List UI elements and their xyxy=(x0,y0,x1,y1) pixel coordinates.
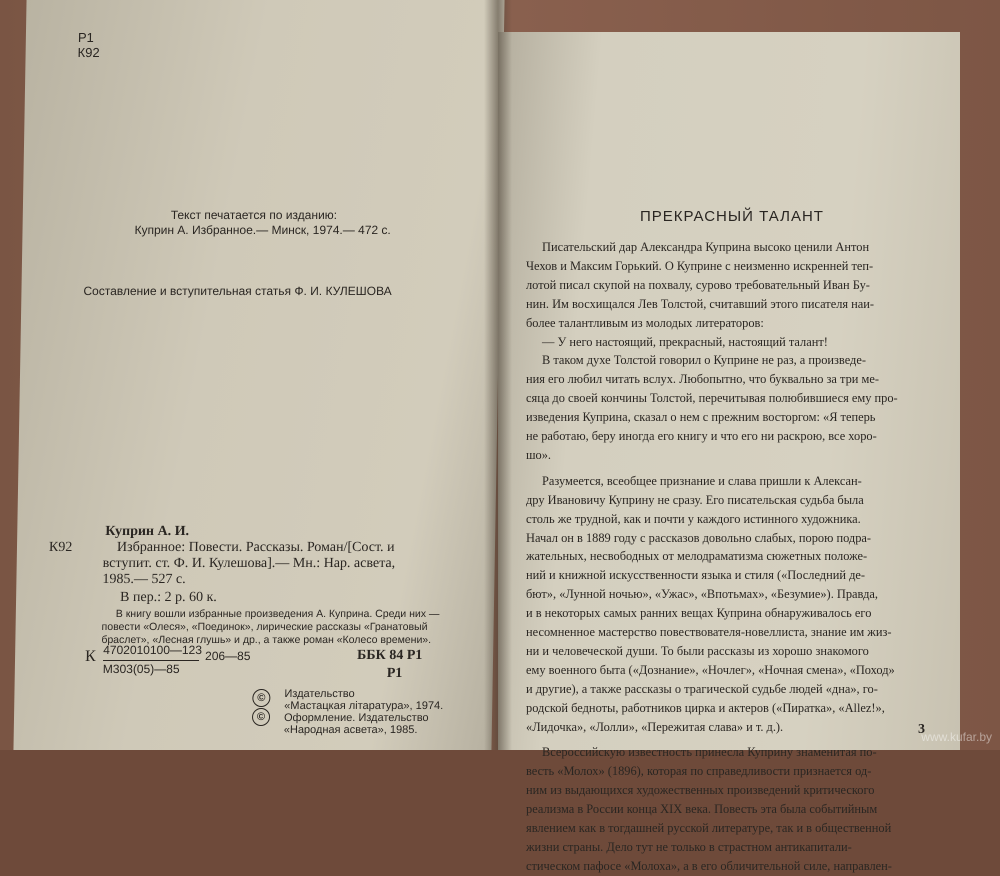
text-line: ним из выдающихся художественных произведений критического xyxy=(526,783,875,798)
text-line: дру Ивановичу Куприну не сразу. Его писательская судьба была xyxy=(526,492,864,507)
text-line: Разумеется, всеобщее признание и слава пришли к Алексан- xyxy=(542,473,862,488)
bbk-code-2: Р1 xyxy=(386,666,403,681)
author-sign: К92 xyxy=(77,45,100,60)
watermark: www.kufar.by xyxy=(921,730,992,744)
text-line: реализма в России конца XIX века. Повесть эта была событийным xyxy=(526,802,878,817)
text-line: ни и человеческой души. То были рассказы из хорошо знакомого xyxy=(526,643,869,658)
catalog-code: К92 xyxy=(48,540,73,555)
text-line: стическом пафосе «Молоха», а в его обличительной силе, направлен- xyxy=(526,858,892,873)
catalog-line-3: 1985.— 527 с. xyxy=(102,572,186,587)
text-line: Всероссийскую известность принесла Куприну знаменитая по- xyxy=(542,745,877,760)
text-line: «Лидочка», «Лолли», «Пережитая слава» и т. д.). xyxy=(526,719,784,734)
index-numerator: 4702010100—123 xyxy=(103,643,203,657)
text-line: шо». xyxy=(526,447,552,462)
contents-line-2: повести «Олеся», «Поединок», лирические рассказы «Гранатовый xyxy=(101,621,428,633)
catalog-author: Куприн А. И. xyxy=(105,524,190,539)
catalog-price: В пер.: 2 р. 60 к. xyxy=(119,590,217,605)
contents-line-3: браслет», «Лесная глушь» и др., а также роман «Колесо времени». xyxy=(101,634,432,646)
left-page xyxy=(13,0,504,750)
text-line: Начал он в 1889 году с рассказов довольно слабых, порою подра- xyxy=(526,530,872,545)
text-line: изведения Куприна, сказал о нем с прежним восторгом: «Я теперь xyxy=(526,410,876,425)
text-line: и в некоторых самых ранних вещах Куприна обнаруживалось его xyxy=(526,606,872,621)
text-line: ния его любил читать вслух. Любопытно, что буквально за три ме- xyxy=(526,372,879,387)
text-line: — У него настоящий, прекрасный, настоящий талант! xyxy=(542,334,828,349)
text-line: не работаю, беру иногда его книгу и что его ни раскрою, все хоро- xyxy=(526,429,877,443)
copyright-icon: © xyxy=(252,708,270,726)
text-line: сяца до своей кончины Толстой, перечитывая полюбившиеся ему про- xyxy=(526,391,898,406)
fraction-line xyxy=(103,660,199,661)
text-line: столь же трудной, как и почти у каждого истинного художника. xyxy=(526,511,861,526)
copyright-1-line-2: «Мастацкая лiтаратура», 1974. xyxy=(284,700,444,712)
source-note-line-1: Текст печатается по изданию: xyxy=(170,208,338,222)
source-note-line-2: Куприн А. Избранное.— Минск, 1974.— 472 с. xyxy=(134,223,391,237)
text-line: Чехов и Максим Горький. О Куприне с неизменно искренней теп- xyxy=(526,258,874,273)
index-tail: 206—85 xyxy=(204,649,251,663)
text-line: весть «Молох» (1896), которая по справедливости признается од- xyxy=(526,764,872,779)
index-denominator: М303(05)—85 xyxy=(102,662,180,676)
library-code: Р1 xyxy=(77,30,94,45)
text-line: лотой писал скупой на похвалу, сурово требовательный Иван Бу- xyxy=(526,277,870,292)
index-letter: К xyxy=(84,648,96,665)
contents-line-1: В книгу вошли избранные произведения А. Куприна. Среди них — xyxy=(115,608,440,620)
copyright-icon: © xyxy=(252,689,270,707)
bbk-code: ББК 84 Р1 xyxy=(356,648,423,663)
copyright-1-line-1: Издательство xyxy=(284,688,355,700)
text-line: более талантливым из молодых литераторов: xyxy=(526,315,764,330)
right-page xyxy=(498,32,960,873)
text-line: нин. Им восхищался Лев Толстой, считавший этого писателя наи- xyxy=(526,296,875,311)
text-line: Писательский дар Александра Куприна высоко ценили Антон xyxy=(542,240,870,254)
text-line: ний и книжной искусственности языка и стиля («Последний де- xyxy=(526,568,866,583)
page-number: 3 xyxy=(918,722,925,737)
text-line: ему военного быта («Дознание», «Ночлег», «Ночная смена», «Поход» xyxy=(526,662,895,677)
copyright-2-line-1: Оформление. Издательство xyxy=(283,712,429,724)
catalog-line-2: вступит. ст. Ф. И. Кулешова].— Мн.: Нар. асвета, xyxy=(102,556,396,571)
text-line: явлением как в тогдашней русской литературе, так и в общественной xyxy=(526,821,892,835)
text-line: В таком духе Толстой говорил о Куприне не раз, а произведе- xyxy=(542,353,866,368)
text-line: жизни страны. Дело тут не только в страстном антикапитали- xyxy=(526,839,852,854)
text-line: несомненное мастерство повествователя-новеллиста, знание им жиз- xyxy=(526,625,892,639)
chapter-heading: ПРЕКРАСНЫЙ ТАЛАНТ xyxy=(640,208,824,225)
catalog-line-1: Избранное: Повести. Рассказы. Роман/[Сост. и xyxy=(116,540,395,555)
copyright-2-line-2: «Народная асвета», 1985. xyxy=(283,724,418,736)
text-line: родской бедноты, работников цирка и актеров («Пиратка», «Allez!», xyxy=(526,700,885,715)
text-line: бют», «Лунной ночью», «Ужас», «Впотьмах», «Безумие»). Правда, xyxy=(526,587,878,602)
text-line: и другие), а также рассказы о трагической судьбе людей «дна», го- xyxy=(526,681,878,696)
compiler-line: Составление и вступительная статья Ф. И. КУЛЕШОВА xyxy=(83,284,392,298)
text-line: жательных, несвободных от мелодраматизма сюжетных положе- xyxy=(526,549,868,564)
book-gutter xyxy=(484,0,512,750)
